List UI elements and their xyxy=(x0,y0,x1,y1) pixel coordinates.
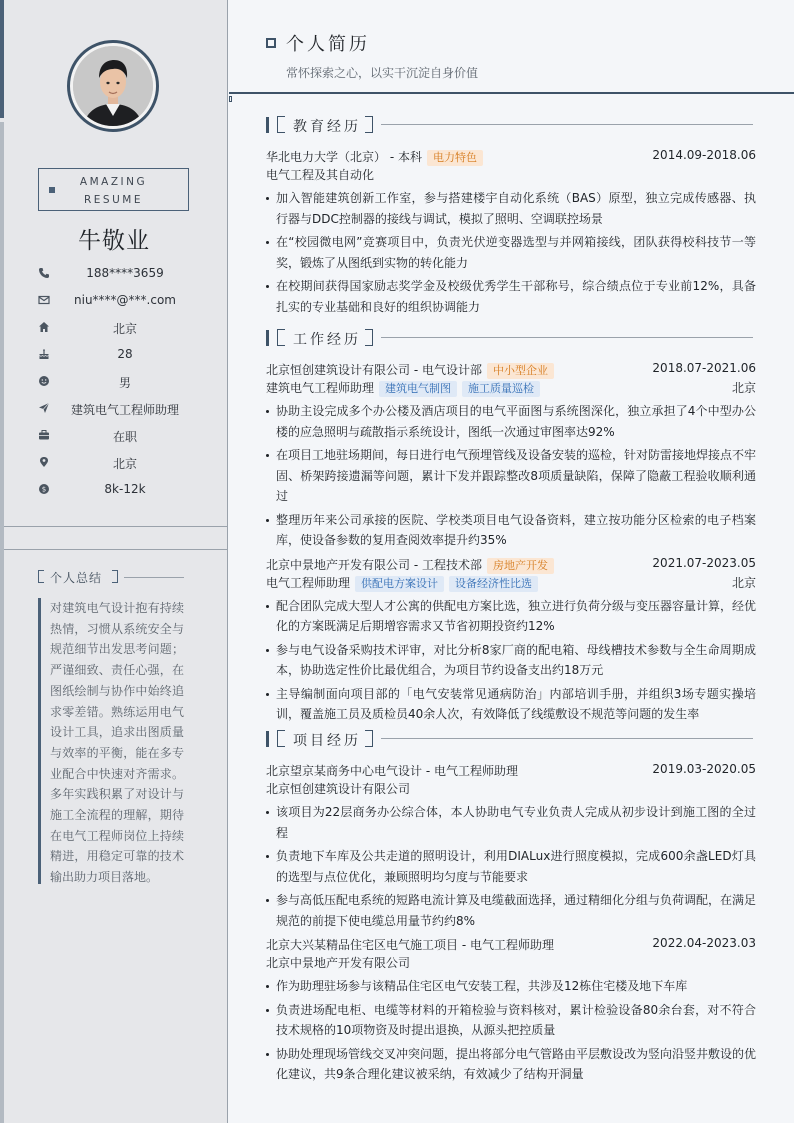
project-company: 北京中景地产开发有限公司 xyxy=(266,956,411,970)
salary-value: 8k-12k xyxy=(104,482,146,496)
section-heading xyxy=(266,730,756,748)
bullet-item: 配合团队完成大型人才公寓的供配电方案比选，独立进行负荷分级与变压器容量计算，经优化的方案既满足后期增容需求又节省初期投资约12% xyxy=(266,596,756,637)
entry-bullets xyxy=(266,802,756,931)
school-tag: 电力特色 xyxy=(427,150,483,166)
heading-rule xyxy=(381,738,753,739)
bullet-item: 参与高低压配电系统的短路电流计算及电缆截面选择，通过精细化分组与负荷调配，在满足规范的前提下使电缆总用量节约约8% xyxy=(266,890,756,931)
school-name: 华北电力大学（北京） - 本科 xyxy=(266,150,422,164)
entry-org-line xyxy=(266,361,554,379)
info-age xyxy=(0,343,228,370)
sidebar-divider xyxy=(4,526,227,527)
title-square-icon xyxy=(266,38,276,48)
company-tag: 房地产开发 xyxy=(487,558,554,574)
cake-icon xyxy=(38,348,50,360)
bullet-item: 参与电气设备采购技术评审，对比分析8家厂商的配电箱、母线槽技术参数与全生命周期成本，协助选定性价比最优组合，为项目节约设备支出约18万元 xyxy=(266,640,756,681)
heading-bar xyxy=(266,731,269,747)
company-name: 北京中景地产开发有限公司 - 工程技术部 xyxy=(266,557,482,572)
entry-bullets xyxy=(266,188,756,317)
bullet-item: 协助处理现场管线交叉冲突问题，提出将部分电气管路由平层敷设改为竖向沿竖井敷设的优化建议，共9条合理化建议被采纳，有效减少了结构开洞量 xyxy=(266,1044,756,1085)
header-tick xyxy=(229,96,232,102)
entry-role-line xyxy=(266,379,540,397)
bracket-right-icon xyxy=(365,116,373,133)
svg-text:$: $ xyxy=(41,485,47,494)
work-section xyxy=(266,329,756,728)
entry-date: 2021.07-2023.05 xyxy=(652,555,756,570)
entry-bullets xyxy=(266,401,756,551)
job-city: 北京 xyxy=(731,575,756,590)
section-title: 教育经历 xyxy=(293,119,361,135)
bullet-item: 主导编制面向项目部的「电气安装常见通病防治」内部培训手册，并组织3场专题实操培训，覆盖施工员及质检员40余人次，有效降低了线缆敷设不规范等问题的发生率 xyxy=(266,684,756,725)
bullet-item: 作为助理驻场参与该精品住宅区电气安装工程，共涉及12栋住宅楼及地下车库 xyxy=(266,976,756,997)
education-entry xyxy=(266,146,756,317)
project-entry xyxy=(266,760,756,931)
candidate-name: 牛敬业 xyxy=(78,228,150,254)
bracket-left-icon xyxy=(277,329,285,346)
section-title: 项目经历 xyxy=(293,733,361,749)
job-title: 建筑电气工程师助理 xyxy=(266,381,375,395)
job-title: 电气工程师助理 xyxy=(266,575,351,590)
bullet-item: 整理历年来公司承接的医院、学校类项目电气设备资料，建立按功能分区检索的电子档案库，使设备参数的复用查阅效率提升约35% xyxy=(266,510,756,551)
avatar xyxy=(73,46,153,126)
info-gender xyxy=(0,370,228,397)
job-city: 北京 xyxy=(731,381,756,395)
info-status xyxy=(0,424,228,451)
summary-text: 对建筑电气设计抱有持续热情，习惯从系统安全与规范细节出发思考问题；严谨细致、责任心强，在图纸绘制与协作中始终追求零差错。熟练运用电气设计工具，追求出图质量与效率的平衡，能在多专业配合中快速对齐需求。多年实践积累了对设计与施工全流程的理解，期待在电气工程师岗位上持续精进，用稳定可靠的技术输出助力项目落地。 xyxy=(50,601,184,885)
email-value: niu****@***.com xyxy=(74,293,176,307)
phone-icon xyxy=(38,267,50,279)
summary-accent-bar xyxy=(38,598,41,884)
info-email xyxy=(0,289,228,316)
entry-org-line xyxy=(266,556,554,574)
header-rule xyxy=(229,92,794,94)
contact-info-list xyxy=(0,262,228,505)
heading-rule xyxy=(381,337,753,338)
project-name: 北京望京某商务中心电气设计 - 电气工程师助理 xyxy=(266,764,518,778)
bracket-right-icon xyxy=(112,570,118,583)
avatar-portrait-icon xyxy=(73,46,153,126)
project-name: 北京大兴某精品住宅区电气施工项目 - 电气工程师助理 xyxy=(266,938,554,952)
project-entry xyxy=(266,934,756,1085)
info-target-position xyxy=(0,397,228,424)
target-position-value: 建筑电气工程师助理 xyxy=(70,403,179,417)
bullet-item: 在项目工地驻场期间，每日进行电气预埋管线及设备安装的巡检，针对防雷接地焊接点不牢固、桥架跨接遗漏等问题，累计下发并跟踪整改8项质量缺陷，保障了隐蔽工程验收顺利通过 xyxy=(266,445,756,507)
entry-date: 2014.09-2018.06 xyxy=(652,148,756,162)
projects-section xyxy=(266,730,756,1088)
entry-role-line xyxy=(266,574,538,592)
send-icon xyxy=(38,402,50,414)
age-value: 28 xyxy=(117,347,133,361)
location-icon xyxy=(38,456,50,468)
work-entry xyxy=(266,359,756,551)
info-salary xyxy=(0,478,228,505)
skill-tag: 施工质量巡检 xyxy=(462,381,540,397)
heading-bar xyxy=(266,117,269,133)
money-icon xyxy=(38,483,50,495)
bracket-right-icon xyxy=(365,329,373,346)
sidebar-divider xyxy=(4,549,227,550)
skill-tag: 供配电方案设计 xyxy=(355,576,444,592)
bullet-item: 在“校园微电网”竞赛项目中，负责光伏逆变器选型与并网箱接线，团队获得校科技节一等奖，锻炼了从图纸到实物的转化能力 xyxy=(266,232,756,273)
info-target-city xyxy=(0,451,228,478)
summary-heading xyxy=(38,569,188,585)
avatar-frame xyxy=(67,40,159,132)
summary-title: 个人总结 xyxy=(50,571,103,585)
heading-rule xyxy=(124,577,184,578)
bracket-left-icon xyxy=(38,570,44,583)
entry-date: 2019.03-2020.05 xyxy=(652,762,756,776)
bullet-item: 加入智能建筑创新工作室，参与搭建楼宇自动化系统（BAS）原型，独立完成传感器、执行器与DDC控制器的接线与调试，模拟了照明、空调联控场景 xyxy=(266,188,756,229)
major: 电气工程及其自动化 xyxy=(266,168,375,182)
bracket-left-icon xyxy=(277,116,285,133)
entry-org-line xyxy=(266,148,483,166)
target-city-value: 北京 xyxy=(112,457,137,471)
education-section xyxy=(266,116,756,320)
entry-bullets xyxy=(266,976,756,1085)
skill-tag: 设备经济性比选 xyxy=(449,576,538,592)
info-residence xyxy=(0,316,228,343)
bracket-left-icon xyxy=(277,730,285,747)
entry-date: 2022.04-2023.03 xyxy=(652,936,756,950)
page-subtitle: 常怀探索之心，以实干沉淀自身价值 xyxy=(286,66,479,80)
bullet-item: 该项目为22层商务办公综合体，本人协助电气专业负责人完成从初步设计到施工图的全过程 xyxy=(266,802,756,843)
page-title: 个人简历 xyxy=(286,34,370,55)
home-icon xyxy=(38,321,50,333)
company-name: 北京恒创建筑设计有限公司 - 电气设计部 xyxy=(266,363,482,377)
heading-bar xyxy=(266,330,269,346)
main-content xyxy=(229,0,794,1123)
badge-line-1: AMAZING xyxy=(79,176,148,188)
status-value: 在职 xyxy=(112,430,137,444)
badge-dot xyxy=(49,187,55,193)
info-phone xyxy=(0,262,228,289)
phone-value: 188****3659 xyxy=(86,266,164,280)
briefcase-icon xyxy=(38,429,50,441)
resume-badge xyxy=(38,168,189,211)
bullet-item: 协助主设完成多个办公楼及酒店项目的电气平面图与系统图深化，独立承担了4个中型办公楼的应急照明与疏散指示系统设计，图纸一次通过审图率达92% xyxy=(266,401,756,442)
section-title: 工作经历 xyxy=(293,332,361,348)
section-heading xyxy=(266,329,756,347)
project-company: 北京恒创建筑设计有限公司 xyxy=(266,782,411,796)
heading-rule xyxy=(381,124,753,125)
residence-value: 北京 xyxy=(112,322,137,336)
mail-icon xyxy=(38,294,50,306)
sidebar-accent-bar xyxy=(0,0,4,118)
bracket-right-icon xyxy=(365,730,373,747)
entry-date: 2018.07-2021.06 xyxy=(652,361,756,375)
gender-value: 男 xyxy=(118,376,131,390)
work-entry xyxy=(266,554,756,725)
entry-bullets xyxy=(266,596,756,725)
section-heading xyxy=(266,116,756,134)
bullet-item: 负责进场配电柜、电缆等材料的开箱检验与资料核对，累计检验设备80余台套，对不符合技术规格的10项物资及时提出退换，从源头把控质量 xyxy=(266,1000,756,1041)
smile-icon xyxy=(38,375,50,387)
bullet-item: 负责地下车库及公共走道的照明设计，利用DIALux进行照度模拟，完成600余盏LED灯具的选型与点位优化，兼顾照明均匀度与节能要求 xyxy=(266,846,756,887)
badge-line-2: RESUME xyxy=(84,194,143,206)
company-tag: 中小型企业 xyxy=(487,363,554,379)
skill-tag: 建筑电气制图 xyxy=(379,381,457,397)
bullet-item: 在校期间获得国家励志奖学金及校级优秀学生干部称号，综合绩点位于专业前12%，具备扎实的专业基础和良好的组织协调能力 xyxy=(266,276,756,317)
sidebar xyxy=(0,0,228,1123)
